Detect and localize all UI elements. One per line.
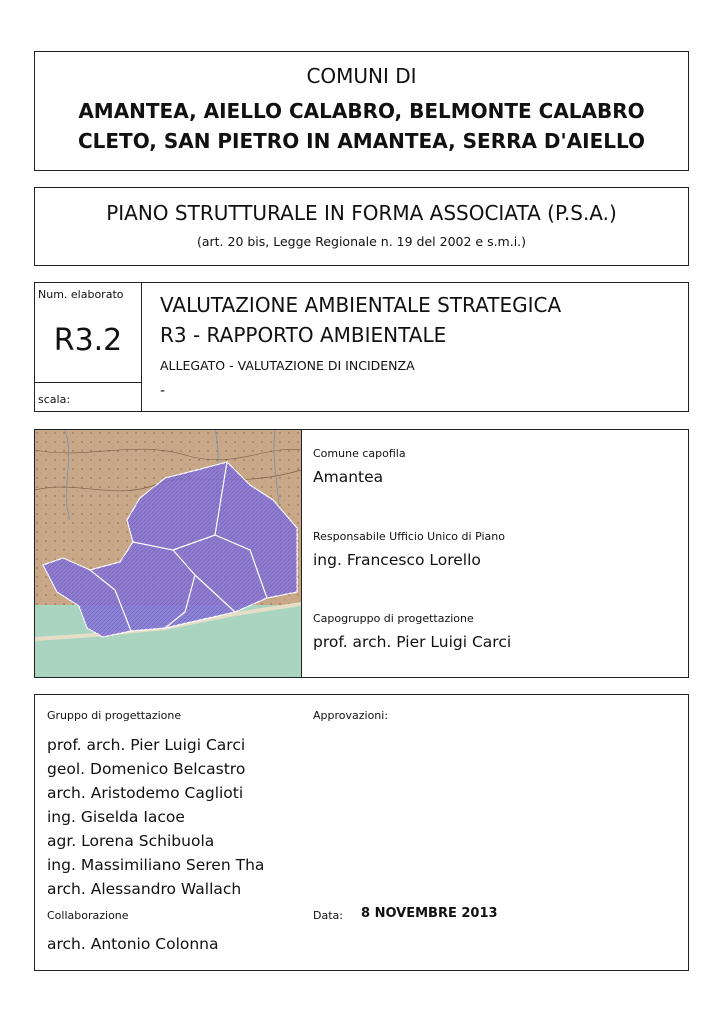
data-label: Data: (313, 909, 343, 922)
elaborato-title-3: ALLEGATO - VALUTAZIONE DI INCIDENZA (160, 358, 415, 373)
piano-subtitle: (art. 20 bis, Legge Regionale n. 19 del 2002 e s.m.i.) (196, 234, 527, 249)
responsabile-value: ing. Francesco Lorello (313, 551, 481, 569)
elaborato-number-cell (35, 283, 142, 411)
elaborato-title-2: R3 - RAPPORTO AMBIENTALE (160, 323, 447, 347)
comune-capofila-label: Comune capofila (313, 447, 406, 460)
collaborazione-value: arch. Antonio Colonna (47, 935, 219, 953)
gruppo-member: geol. Domenico Belcastro (47, 760, 246, 778)
elaborato-title-1: VALUTAZIONE AMBIENTALE STRATEGICA (160, 293, 562, 317)
scala-label: scala: (38, 393, 71, 406)
gruppo-member: prof. arch. Pier Luigi Carci (47, 736, 246, 754)
piano-box (34, 187, 689, 266)
approvazioni-label: Approvazioni: (313, 709, 389, 722)
gruppo-box (34, 694, 689, 971)
elaborato-box (34, 282, 689, 412)
scala-value: - (160, 383, 166, 399)
data-value: 8 NOVEMBRE 2013 (361, 906, 498, 921)
comuni-list-line-2: CLETO, SAN PIETRO IN AMANTEA, SERRA D'AIELLO (77, 129, 646, 153)
capogruppo-value: prof. arch. Pier Luigi Carci (313, 633, 512, 651)
capogruppo-label: Capogruppo di progettazione (313, 612, 474, 625)
divider (35, 382, 141, 383)
comuni-list-line-1: AMANTEA, AIELLO CALABRO, BELMONTE CALABRO (78, 99, 645, 123)
comune-capofila-value: Amantea (313, 468, 384, 486)
piano-title: PIANO STRUTTURALE IN FORMA ASSOCIATA (P.S.A.) (106, 201, 617, 225)
comuni-di-label: COMUNI DI (306, 64, 417, 88)
gruppo-member: ing. Massimiliano Seren Tha (47, 856, 265, 874)
gruppo-member: ing. Giselda Iacoe (47, 808, 185, 826)
num-elaborato-label: Num. elaborato (38, 288, 124, 301)
num-elaborato-value: R3.2 (53, 323, 123, 358)
gruppo-label: Gruppo di progettazione (47, 709, 182, 722)
gruppo-member: arch. Aristodemo Caglioti (47, 784, 244, 802)
gruppo-member: arch. Alessandro Wallach (47, 880, 242, 898)
territory-map-image (35, 430, 302, 677)
comuni-box (34, 51, 689, 171)
territory-map (35, 430, 301, 677)
map-info-box (34, 429, 689, 678)
gruppo-member: agr. Lorena Schibuola (47, 832, 215, 850)
collaborazione-label: Collaborazione (47, 909, 129, 922)
responsabile-label: Responsabile Ufficio Unico di Piano (313, 530, 505, 543)
